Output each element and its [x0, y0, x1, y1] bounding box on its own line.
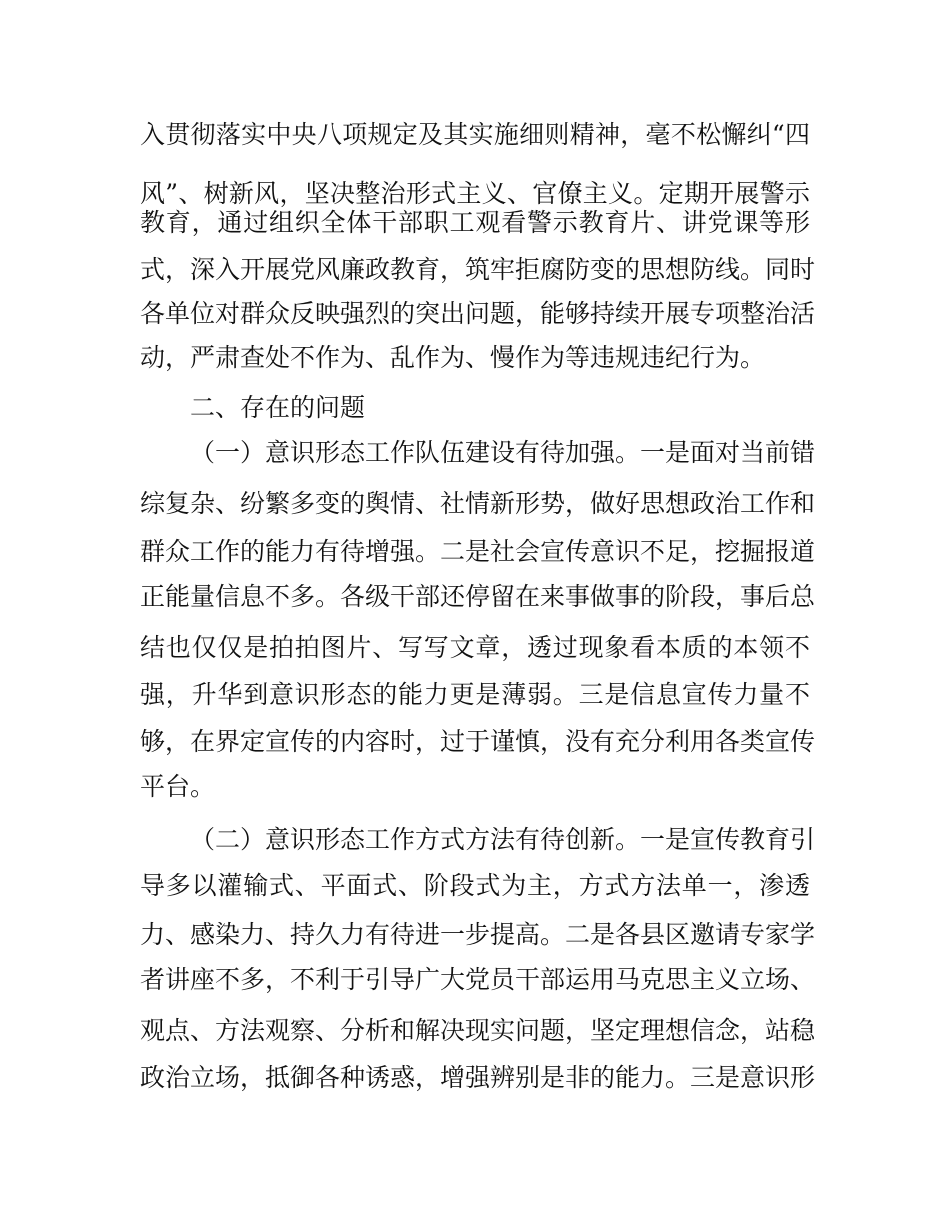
paragraph-line: 政治立场，抵御各种诱惑，增强辨别是非的能力。三是意识形: [140, 1063, 816, 1092]
paragraph-line: 强，升华到意识形态的能力更是薄弱。三是信息宣传力量不: [140, 680, 810, 709]
paragraph-line: 者讲座不多，不利于引导广大党员干部运用马克思主义立场、: [140, 965, 816, 994]
paragraph-line: 式，深入开展党风廉政教育，筑牢拒腐防变的思想防线。同时: [140, 255, 816, 284]
paragraph-line: 综复杂、纷繁多变的舆情、社情新形势，做好思想政治工作和: [140, 489, 816, 518]
paragraph-line: 够，在界定宣传的内容时，过于谨慎，没有充分利用各类宣传: [140, 727, 816, 756]
paragraph-line: 平台。: [140, 772, 216, 801]
section-heading: 二、存在的问题: [190, 393, 366, 422]
paragraph-line: 导多以灌输式、平面式、阶段式为主，方式方法单一，渗透: [140, 871, 810, 900]
paragraph-line: （二）意识形态工作方式方法有待创新。一是宣传教育引: [190, 825, 816, 854]
paragraph-line: 教育，通过组织全体干部职工观看警示教育片、讲党课等形: [140, 208, 810, 237]
paragraph-line: 风”、树新风，坚决整治形式主义、官僚主义。定期开展警示: [140, 179, 810, 208]
paragraph-line: 动，严肃查处不作为、乱作为、慢作为等违规违纪行为。: [140, 343, 766, 372]
paragraph-line: 力、感染力、持久力有待进一步提高。二是各县区邀请专家学: [140, 920, 816, 949]
paragraph-line: 入贯彻落实中央八项规定及其实施细则精神，毫不松懈纠“四: [140, 120, 810, 149]
paragraph-line: 各单位对群众反映强烈的突出问题，能够持续开展专项整治活: [140, 299, 816, 328]
paragraph-line: 观点、方法观察、分析和解决现实问题，坚定理想信念，站稳: [140, 1016, 816, 1045]
paragraph-line: 结也仅仅是拍拍图片、写写文章，透过现象看本质的本领不: [140, 633, 810, 662]
paragraph-line: 群众工作的能力有待增强。二是社会宣传意识不足，挖掘报道: [140, 537, 816, 566]
paragraph-line: （一）意识形态工作队伍建设有待加强。一是面对当前错: [190, 438, 816, 467]
paragraph-line: 正能量信息不多。各级干部还停留在来事做事的阶段，事后总: [140, 582, 816, 611]
